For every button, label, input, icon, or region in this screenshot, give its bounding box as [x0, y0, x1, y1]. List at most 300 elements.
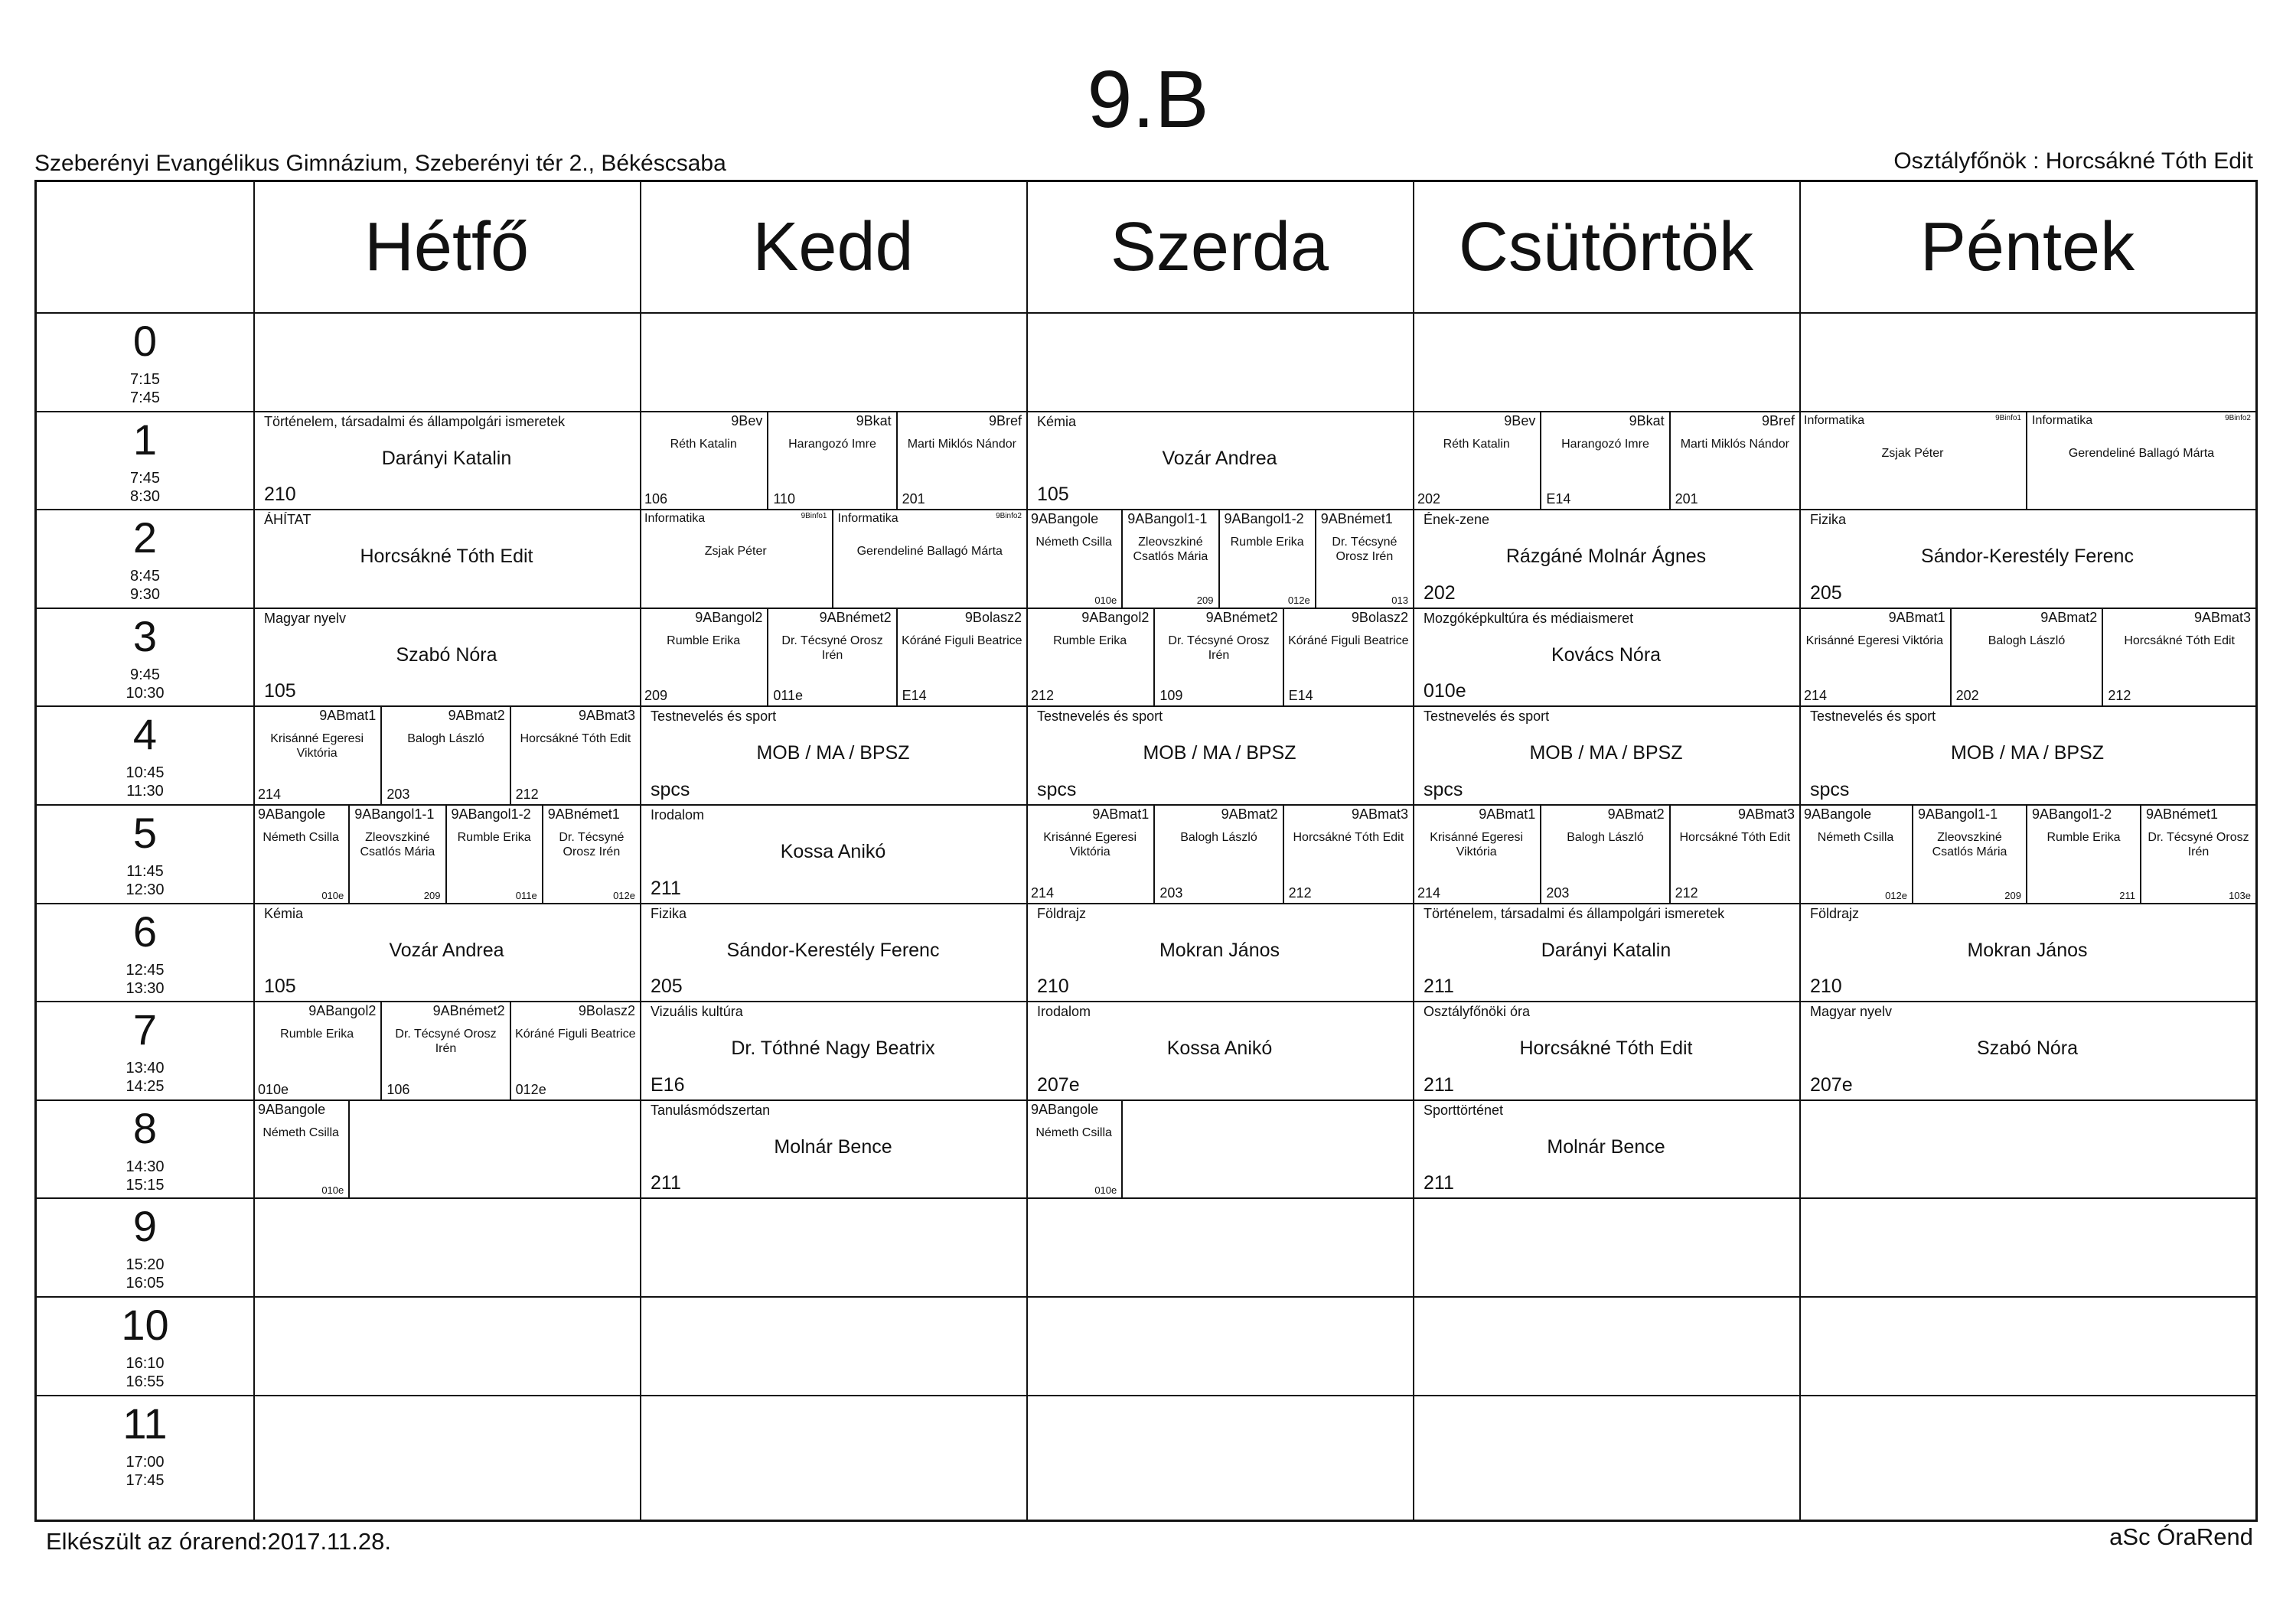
- lesson-teacher: Mokran János: [1159, 939, 1280, 961]
- period-number: 11: [122, 1399, 168, 1448]
- period-end: 9:30: [130, 586, 160, 604]
- sub-lesson-room: 106: [386, 1081, 410, 1097]
- lesson-cell: [253, 1099, 640, 1198]
- period-number: 1: [132, 415, 158, 464]
- sub-lesson: [2103, 608, 2255, 706]
- sub-lesson-group: 9ABangol1-1: [354, 806, 435, 822]
- lesson-cell: [253, 509, 640, 608]
- lesson-room: 211: [1424, 1172, 1454, 1194]
- sub-lesson-group: 9ABangole: [258, 806, 326, 822]
- sub-lesson: [1155, 804, 1283, 903]
- sub-lesson-group: 9Bolasz2: [964, 609, 1022, 625]
- lesson-cell: [1799, 411, 2255, 510]
- day-header: Hétfő: [364, 208, 530, 285]
- period-start: 14:30: [126, 1158, 165, 1175]
- sub-lesson-teacher: Balogh László: [407, 732, 484, 746]
- sub-lesson-teacher: Marti Miklós Nándor: [1680, 437, 1789, 451]
- lesson-cell: [1413, 903, 1799, 1002]
- sub-lesson-room: 212: [1031, 688, 1055, 704]
- sub-lesson: [640, 509, 833, 608]
- sub-lesson-teacher: Zleovszkiné Csatlós Mária: [1932, 831, 2007, 858]
- generated-date: Elkészült az órarend:2017.11.28.: [46, 1528, 391, 1555]
- lesson-subject: Testnevelés és sport: [1810, 709, 1936, 725]
- sub-lesson: [1671, 804, 1799, 903]
- sub-lesson-group: 9ABmat2: [448, 708, 505, 724]
- period-label: [37, 804, 253, 903]
- sub-lesson-teacher: Krisánné Egeresi Viktória: [1805, 634, 1943, 647]
- period-time: [37, 1059, 253, 1096]
- lesson-room: 202: [1424, 581, 1456, 604]
- lesson-room: 207e: [1810, 1073, 1853, 1096]
- sub-lesson-teacher: Kóráné Figuli Beatrice: [902, 634, 1022, 647]
- sub-lesson-room: 010e: [258, 1081, 289, 1097]
- sub-lesson-group: 9Bkat: [856, 412, 892, 428]
- sub-lesson-room: E14: [1546, 491, 1571, 507]
- period-time: [37, 1158, 253, 1194]
- lesson-teacher: Kossa Anikó: [1166, 1038, 1273, 1060]
- period-start: 7:45: [130, 469, 160, 487]
- sub-lesson-group: 9ABmat2: [1607, 806, 1665, 822]
- lesson-cell: [1026, 1099, 1413, 1198]
- period-end: 14:25: [126, 1078, 165, 1096]
- lesson-cell: [640, 1099, 1026, 1198]
- lesson-cell: [1026, 411, 1413, 510]
- sub-lesson-teacher: Rumble Erika: [457, 831, 531, 844]
- period-time: [37, 1453, 253, 1490]
- period-start: 10:45: [126, 764, 165, 782]
- sub-lesson-room: 214: [1031, 884, 1055, 901]
- period-number: 9: [132, 1202, 158, 1251]
- period-number: 10: [121, 1301, 169, 1349]
- sub-lesson-teacher: Zsjak Péter: [1881, 446, 1944, 460]
- lesson-cell: [1026, 1001, 1413, 1099]
- period-label: [37, 1099, 253, 1198]
- lesson-cell: [1799, 705, 2255, 804]
- period-start: 17:00: [126, 1453, 165, 1471]
- lesson-subject: Kémia: [264, 905, 304, 921]
- lesson-room: 210: [264, 484, 296, 506]
- lesson-cell: [1413, 608, 1799, 706]
- sub-lesson-room: 203: [1546, 884, 1570, 901]
- lesson-room: spcs: [1424, 778, 1463, 800]
- sub-lesson-teacher: Horcsákné Tóth Edit: [1293, 831, 1404, 844]
- lesson-subject: Irodalom: [651, 807, 705, 823]
- period-start: 15:20: [126, 1256, 165, 1274]
- lesson-cell: [253, 608, 640, 706]
- sub-lesson-room: 012e: [1287, 594, 1310, 606]
- period-start: 7:15: [130, 371, 160, 388]
- lesson-subject: ÁHÍTAT: [264, 512, 311, 528]
- lesson-cell: [1799, 509, 2255, 608]
- lesson-cell: [1026, 608, 1413, 706]
- period-number: 0: [132, 317, 158, 365]
- sub-lesson-subject: Informatika: [1804, 413, 1865, 427]
- sub-lesson: [1316, 509, 1413, 608]
- lesson-cell: [1799, 608, 2255, 706]
- sub-lesson: [1284, 608, 1413, 706]
- day-header: Kedd: [752, 208, 914, 285]
- sub-lesson: [1026, 509, 1123, 608]
- sub-lesson-group: 9ABangol2: [695, 609, 763, 625]
- sub-lesson: [898, 608, 1026, 706]
- sub-lesson-teacher: Rumble Erika: [2047, 831, 2121, 844]
- sub-lesson-group: 9ABmat1: [319, 708, 377, 724]
- sub-lesson-group: 9Bref: [1761, 412, 1795, 428]
- period-end: 13:30: [126, 979, 165, 997]
- sub-lesson-teacher: Rumble Erika: [1230, 536, 1304, 549]
- row-divider: [37, 1395, 2255, 1396]
- sub-lesson-room: 103e: [2229, 889, 2251, 901]
- sub-lesson-room: 202: [1955, 688, 1979, 704]
- lesson-teacher: Vozár Andrea: [389, 939, 504, 961]
- sub-lesson: [1541, 804, 1670, 903]
- period-label: [37, 312, 253, 411]
- lesson-teacher: Darányi Katalin: [381, 447, 512, 469]
- lesson-teacher: Darányi Katalin: [1541, 939, 1671, 961]
- lesson-room: 210: [1810, 976, 1842, 998]
- lesson-cell: [1799, 903, 2255, 1002]
- lesson-teacher: Szabó Nóra: [396, 643, 497, 666]
- sub-lesson-teacher: Balogh László: [1180, 831, 1257, 844]
- lesson-cell: [640, 903, 1026, 1002]
- sub-lesson: [447, 804, 543, 903]
- lesson-room: 211: [1424, 1073, 1454, 1096]
- sub-lesson: [253, 1099, 350, 1198]
- lesson-cell: [1413, 804, 1799, 903]
- sub-lesson-group: 9Bolasz2: [1351, 609, 1408, 625]
- sub-lesson-teacher: Rumble Erika: [280, 1028, 354, 1041]
- period-end: 17:45: [126, 1471, 165, 1489]
- sub-lesson-group: 9ABnémet1: [2146, 806, 2219, 822]
- sub-lesson-teacher: Németh Csilla: [1035, 536, 1112, 549]
- sub-lesson-group: 9ABmat1: [1092, 806, 1150, 822]
- lesson-cell: [1799, 804, 2255, 903]
- sub-lesson-group: 9ABmat1: [1888, 609, 1945, 625]
- sub-lesson-teacher: Krisánné Egeresi Viktória: [270, 732, 364, 761]
- sub-lesson-group: 9ABangol1-2: [1224, 511, 1304, 527]
- sub-lesson-room: 211: [2119, 889, 2135, 901]
- lesson-subject: Irodalom: [1037, 1004, 1091, 1020]
- lesson-room: E16: [651, 1073, 685, 1096]
- period-time: [37, 370, 253, 407]
- period-label: [37, 1395, 253, 1494]
- sub-lesson-teacher: Zsjak Péter: [704, 545, 767, 559]
- period-label: [37, 509, 253, 608]
- sub-lesson-room: 201: [1675, 491, 1698, 507]
- lesson-subject: Ének-zene: [1424, 512, 1490, 528]
- sub-lesson: [768, 411, 897, 510]
- sub-lesson: [640, 608, 768, 706]
- period-number: 3: [132, 611, 158, 660]
- lesson-teacher: Dr. Tóthné Nagy Beatrix: [731, 1038, 935, 1060]
- sub-lesson: [1799, 411, 2027, 510]
- lesson-room: spcs: [1037, 778, 1077, 800]
- period-time: [37, 1256, 253, 1292]
- period-end: 11:30: [126, 783, 164, 800]
- sub-lesson-room: 212: [515, 786, 539, 802]
- day-header: Szerda: [1110, 208, 1329, 285]
- lesson-cell: [640, 509, 1026, 608]
- sub-lesson-teacher: Horcsákné Tóth Edit: [520, 732, 631, 746]
- sub-lesson-room: 214: [1804, 688, 1828, 704]
- sub-lesson: [511, 1001, 640, 1099]
- sub-lesson: [1220, 509, 1316, 608]
- day-header: Csütörtök: [1458, 208, 1754, 285]
- sub-lesson-group: 9ABangole: [258, 1101, 326, 1117]
- sub-lesson-teacher: Dr. Técsyné Orosz Irén: [1332, 536, 1397, 564]
- lesson-cell: [1413, 1099, 1799, 1198]
- sub-lesson-teacher: Dr. Técsyné Orosz Irén: [2148, 831, 2249, 858]
- sub-lesson: [833, 509, 1027, 608]
- page-title: 9.B: [1087, 54, 1209, 145]
- sub-lesson: [253, 705, 382, 804]
- sub-lesson-group: 9Bev: [1504, 412, 1536, 428]
- lesson-room: 010e: [1424, 680, 1466, 702]
- sub-lesson: [382, 705, 510, 804]
- period-label: [37, 705, 253, 804]
- sub-lesson-teacher: Németh Csilla: [263, 831, 339, 844]
- sub-lesson-teacher: Rumble Erika: [1053, 634, 1127, 647]
- period-label: [37, 1197, 253, 1296]
- row-divider: [37, 1296, 2255, 1298]
- sub-lesson-group: 9ABangol1-2: [2032, 806, 2112, 822]
- sub-lesson: [1155, 608, 1283, 706]
- period-number: 2: [132, 513, 158, 562]
- sub-lesson-group: 9ABnémet2: [432, 1003, 505, 1019]
- head-teacher: Osztályfőnök : Horcsákné Tóth Edit: [1893, 148, 2253, 174]
- sub-lesson: [1671, 411, 1799, 510]
- sub-lesson-room: 209: [644, 688, 668, 704]
- period-start: 12:45: [126, 961, 165, 979]
- sub-lesson-teacher: Németh Csilla: [1817, 831, 1894, 844]
- sub-lesson: [253, 804, 350, 903]
- sub-lesson-group: 9ABmat3: [1351, 806, 1408, 822]
- sub-lesson: [1913, 804, 2027, 903]
- lesson-cell: [640, 411, 1026, 510]
- sub-lesson: [382, 1001, 510, 1099]
- period-label: [37, 411, 253, 510]
- sub-lesson-room: 010e: [1094, 1184, 1117, 1197]
- lesson-subject: Magyar nyelv: [1810, 1004, 1893, 1020]
- lesson-room: 105: [1037, 484, 1069, 506]
- sub-lesson-group: 9ABangol1-2: [451, 806, 531, 822]
- period-end: 16:05: [126, 1275, 165, 1292]
- lesson-subject: Kémia: [1037, 413, 1077, 429]
- lesson-room: 105: [264, 680, 296, 702]
- period-start: 9:45: [130, 666, 160, 683]
- lesson-cell: [1413, 509, 1799, 608]
- sub-lesson-room: 214: [1417, 884, 1441, 901]
- lesson-subject: Történelem, társadalmi és állampolgári ismeretek: [264, 413, 566, 429]
- sub-lesson-group: 9ABangole: [1031, 511, 1099, 527]
- period-start: 16:10: [126, 1355, 165, 1372]
- sub-lesson-teacher: Kóráné Figuli Beatrice: [1288, 634, 1409, 647]
- period-number: 4: [132, 710, 158, 759]
- sub-lesson-room: 110: [773, 491, 796, 507]
- sub-lesson-group: 9ABmat2: [2040, 609, 2098, 625]
- period-end: 8:30: [130, 487, 160, 505]
- period-number: 6: [132, 907, 158, 956]
- sub-lesson: [1952, 608, 2104, 706]
- lesson-room: 207e: [1037, 1073, 1080, 1096]
- school-name: Szeberényi Evangélikus Gimnázium, Szeberényi tér 2., Békéscsaba: [34, 151, 726, 176]
- sub-lesson: [1541, 411, 1670, 510]
- period-end: 16:55: [126, 1373, 165, 1390]
- sub-lesson-room: 010e: [321, 889, 344, 901]
- lesson-cell: [1413, 411, 1799, 510]
- sub-lesson-group: 9Bref: [988, 412, 1022, 428]
- sub-lesson-teacher: Réth Katalin: [670, 437, 737, 451]
- sub-lesson-teacher: Balogh László: [1988, 634, 2066, 647]
- sub-lesson-room: 201: [902, 491, 925, 507]
- lesson-cell: [253, 1001, 640, 1099]
- sub-lesson-room: 109: [1159, 688, 1183, 704]
- sub-lesson-teacher: Marti Miklós Nándor: [907, 437, 1016, 451]
- lesson-teacher: Szabó Nóra: [1976, 1038, 2079, 1060]
- period-label: [37, 1001, 253, 1099]
- sub-lesson-teacher: Harangozó Imre: [1561, 437, 1649, 451]
- lesson-cell: [1799, 1001, 2255, 1099]
- sub-lesson: [1123, 509, 1219, 608]
- sub-lesson-teacher: Kóráné Figuli Beatrice: [515, 1028, 636, 1041]
- sub-lesson-group: 9ABmat3: [1737, 806, 1795, 822]
- sub-lesson-room: 012e: [613, 889, 635, 901]
- sub-lesson-room: 203: [386, 786, 410, 802]
- sub-lesson: [350, 804, 446, 903]
- lesson-cell: [1413, 1001, 1799, 1099]
- lesson-teacher: Horcsákné Tóth Edit: [360, 546, 533, 568]
- sub-lesson-group: 9Bev: [731, 412, 763, 428]
- sub-lesson-group: 9ABmat3: [578, 708, 635, 724]
- sub-lesson: [1413, 411, 1541, 510]
- lesson-subject: Fizika: [651, 905, 687, 921]
- sub-lesson-group: 9Bolasz2: [578, 1003, 635, 1019]
- sub-lesson-group: 9ABnémet2: [819, 609, 892, 625]
- lesson-teacher: MOB / MA / BPSZ: [1529, 742, 1683, 764]
- lesson-cell: [640, 705, 1026, 804]
- sub-lesson-group: 9Bkat: [1629, 412, 1665, 428]
- lesson-cell: [1026, 509, 1413, 608]
- lesson-room: 211: [1424, 976, 1454, 998]
- period-time: [37, 469, 253, 506]
- sub-lesson: [1799, 608, 1952, 706]
- sub-lesson: [2141, 804, 2255, 903]
- period-time: [37, 961, 253, 998]
- period-label: [37, 1296, 253, 1395]
- lesson-subject: Testnevelés és sport: [1424, 709, 1550, 725]
- sub-lesson-subject: Informatika: [644, 512, 706, 526]
- sub-lesson-teacher: Harangozó Imre: [788, 437, 876, 451]
- sub-lesson-group: 9ABangol2: [1081, 609, 1150, 625]
- lesson-cell: [253, 411, 640, 510]
- sub-lesson: [898, 411, 1026, 510]
- sub-lesson-room: 203: [1159, 884, 1183, 901]
- lesson-cell: [640, 1001, 1026, 1099]
- lesson-subject: Osztályfőnöki óra: [1424, 1004, 1531, 1020]
- sub-lesson-group: 9ABnémet1: [1320, 511, 1393, 527]
- sub-lesson-teacher: Zleovszkiné Csatlós Mária: [360, 831, 435, 858]
- sub-lesson: [1413, 804, 1541, 903]
- sub-lesson-room: 212: [1675, 884, 1698, 901]
- software-credit: aSc ÓraRend: [2109, 1523, 2253, 1550]
- sub-lesson-room: 012e: [1885, 889, 1907, 901]
- lesson-subject: Magyar nyelv: [264, 610, 347, 626]
- lesson-teacher: Sándor-Kerestély Ferenc: [1921, 546, 2134, 568]
- sub-lesson-room: 209: [423, 889, 441, 901]
- lesson-subject: Fizika: [1810, 512, 1847, 528]
- sub-lesson-tag: 9Binfo2: [2225, 413, 2251, 422]
- period-start: 13:40: [126, 1060, 165, 1077]
- sub-lesson-room: 214: [258, 786, 282, 802]
- lesson-subject: Földrajz: [1037, 905, 1087, 921]
- period-start: 8:45: [130, 568, 160, 585]
- lesson-room: 205: [1810, 581, 1842, 604]
- lesson-room: 105: [264, 976, 296, 998]
- period-time: [37, 862, 253, 899]
- sub-lesson-room: 212: [1288, 884, 1312, 901]
- period-number: 7: [132, 1005, 158, 1054]
- sub-lesson-teacher: Horcsákné Tóth Edit: [2124, 634, 2235, 647]
- lesson-teacher: MOB / MA / BPSZ: [1950, 742, 2105, 764]
- sub-lesson-teacher: Dr. Técsyné Orosz Irén: [1168, 634, 1270, 662]
- lesson-room: 210: [1037, 976, 1069, 998]
- lesson-subject: Testnevelés és sport: [1037, 709, 1163, 725]
- lesson-teacher: MOB / MA / BPSZ: [756, 742, 910, 764]
- sub-lesson-teacher: Gerendeliné Ballagó Márta: [2068, 446, 2215, 460]
- sub-lesson-room: 011e: [515, 889, 537, 901]
- timetable-grid: [34, 180, 2258, 1522]
- sub-lesson-room: E14: [1288, 688, 1313, 704]
- lesson-subject: Földrajz: [1810, 905, 1860, 921]
- sub-lesson-group: 9ABangol1-1: [1918, 806, 1998, 822]
- lesson-cell: [1026, 705, 1413, 804]
- sub-lesson-teacher: Dr. Técsyné Orosz Irén: [395, 1028, 497, 1056]
- sub-lesson-room: E14: [902, 688, 927, 704]
- sub-lesson-room: 012e: [515, 1081, 546, 1097]
- lesson-teacher: Molnár Bence: [774, 1135, 892, 1158]
- lesson-subject: Sporttörténet: [1424, 1102, 1504, 1118]
- sub-lesson-room: 010e: [321, 1184, 344, 1197]
- sub-lesson: [1799, 804, 1913, 903]
- sub-lesson: [511, 705, 640, 804]
- lesson-cell: [640, 608, 1026, 706]
- lesson-cell: [640, 804, 1026, 903]
- sub-lesson-teacher: Horcsákné Tóth Edit: [1679, 831, 1791, 844]
- sub-lesson-group: 9ABnémet2: [1205, 609, 1278, 625]
- sub-lesson-tag: 9Binfo1: [1995, 413, 2021, 422]
- sub-lesson: [1026, 608, 1155, 706]
- row-divider: [37, 1197, 2255, 1199]
- lesson-room: 211: [651, 877, 681, 899]
- sub-lesson-group: 9ABmat1: [1479, 806, 1536, 822]
- sub-lesson: [640, 411, 768, 510]
- lesson-subject: Vizuális kultúra: [651, 1004, 743, 1020]
- sub-lesson-group: 9ABangol1-1: [1127, 511, 1208, 527]
- lesson-teacher: Vozár Andrea: [1162, 447, 1277, 469]
- sub-lesson-teacher: Dr. Técsyné Orosz Irén: [781, 634, 883, 662]
- sub-lesson-teacher: Dr. Técsyné Orosz Irén: [559, 831, 625, 858]
- sub-lesson-group: 9ABangole: [1804, 806, 1872, 822]
- period-number: 5: [132, 809, 158, 857]
- sub-lesson-teacher: Rumble Erika: [667, 634, 741, 647]
- lesson-subject: Tanulásmódszertan: [651, 1102, 771, 1118]
- lesson-teacher: Kovács Nóra: [1551, 643, 1662, 666]
- sub-lesson-room: 212: [2108, 688, 2131, 704]
- lesson-room: spcs: [1810, 778, 1850, 800]
- lesson-teacher: Sándor-Kerestély Ferenc: [726, 939, 940, 961]
- lesson-teacher: Kossa Anikó: [780, 841, 886, 862]
- lesson-subject: Testnevelés és sport: [651, 709, 777, 725]
